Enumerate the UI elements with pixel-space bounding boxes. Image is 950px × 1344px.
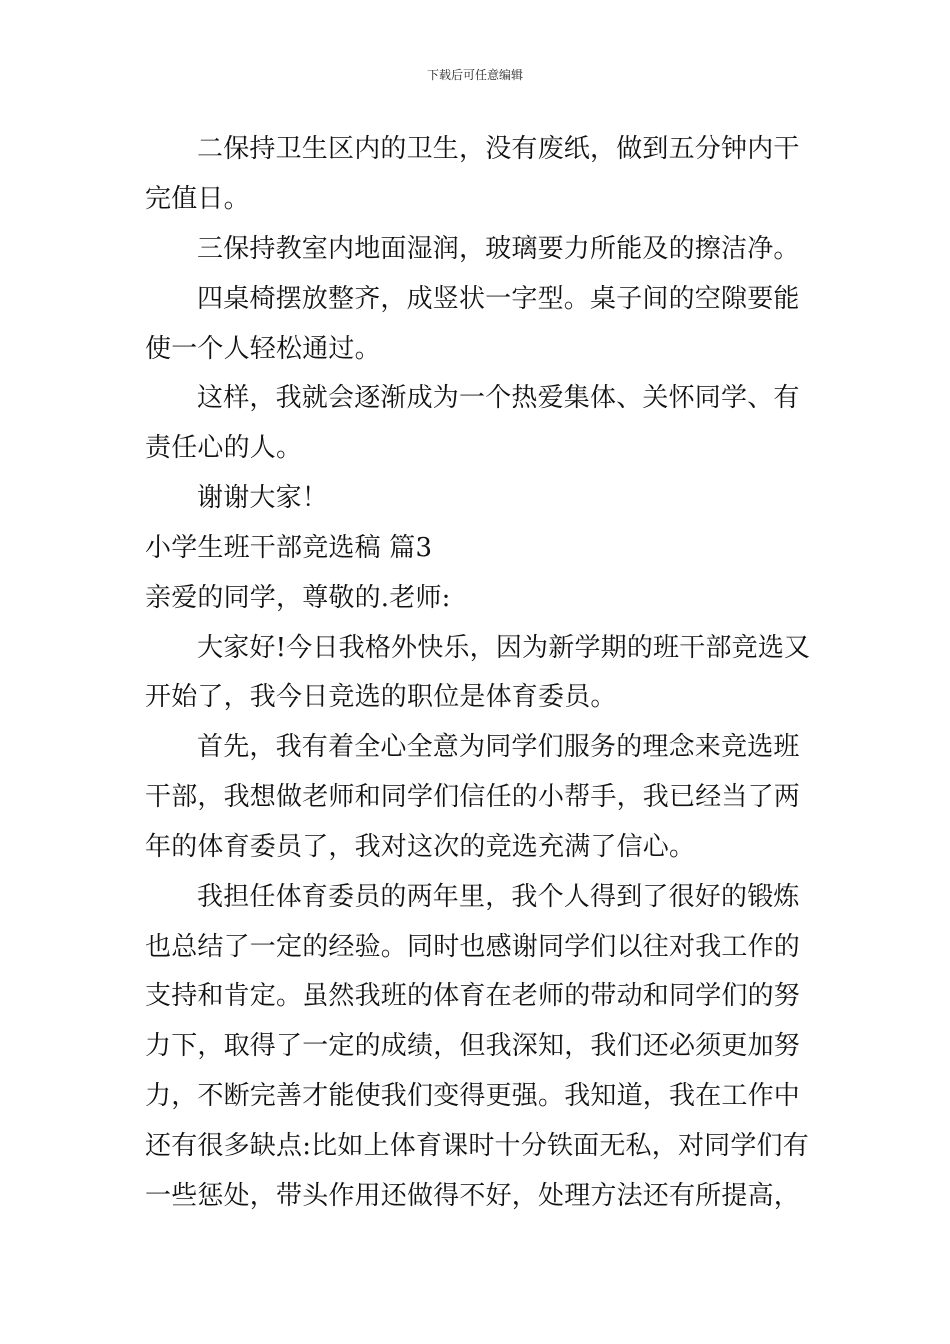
paragraph-line: 干部，我想做老师和同学们信任的小帮手，我已经当了两 xyxy=(145,782,801,812)
paragraph-line: 也总结了一定的经验。同时也感谢同学们以往对我工作的 xyxy=(145,932,801,962)
paragraph-line: 首先，我有着全心全意为同学们服务的理念来竞选班 xyxy=(197,732,800,762)
paragraph-line: 谢谢大家！ xyxy=(197,483,329,513)
paragraph-line: 力，不断完善才能使我们变得更强。我知道，我在工作中 xyxy=(145,1081,801,1111)
paragraph-line: 开始了，我今日竞选的职位是体育委员。 xyxy=(145,682,617,712)
salutation: 亲爱的同学，尊敬的.老师: xyxy=(145,583,451,613)
paragraph-line: 这样，我就会逐渐成为一个热爱集体、关怀同学、有 xyxy=(197,383,800,413)
paragraph-line: 大家好!今日我格外快乐，因为新学期的班干部竞选又 xyxy=(197,633,811,663)
paragraph-line: 还有很多缺点:比如上体育课时十分铁面无私，对同学们有 xyxy=(145,1131,809,1161)
paragraph-line: 力下，取得了一定的成绩，但我深知，我们还必须更加努 xyxy=(145,1031,801,1061)
paragraph-line: 一些惩处，带头作用还做得不好，处理方法还有所提高， xyxy=(145,1181,801,1211)
paragraph-line: 使一个人轻松通过。 xyxy=(145,334,381,364)
page-header: 下载后可任意编辑 xyxy=(426,68,523,82)
section-title: 小学生班干部竞选稿 篇3 xyxy=(145,533,433,563)
paragraph-line: 二保持卫生区内的卫生，没有废纸，做到五分钟内干 xyxy=(197,134,800,164)
paragraph-line: 支持和肯定。虽然我班的体育在老师的带动和同学们的努 xyxy=(145,981,801,1011)
paragraph-line: 完值日。 xyxy=(145,184,250,214)
paragraph-line: 三保持教室内地面湿润，玻璃要力所能及的擦洁净。 xyxy=(197,234,800,264)
paragraph-line: 责任心的人。 xyxy=(145,433,303,463)
paragraph-line: 四桌椅摆放整齐，成竖状一字型。桌子间的空隙要能 xyxy=(197,284,800,314)
paragraph-line: 我担任体育委员的两年里，我个人得到了很好的锻炼 xyxy=(197,882,800,912)
paragraph-line: 年的体育委员了，我对这次的竞选充满了信心。 xyxy=(145,832,696,862)
